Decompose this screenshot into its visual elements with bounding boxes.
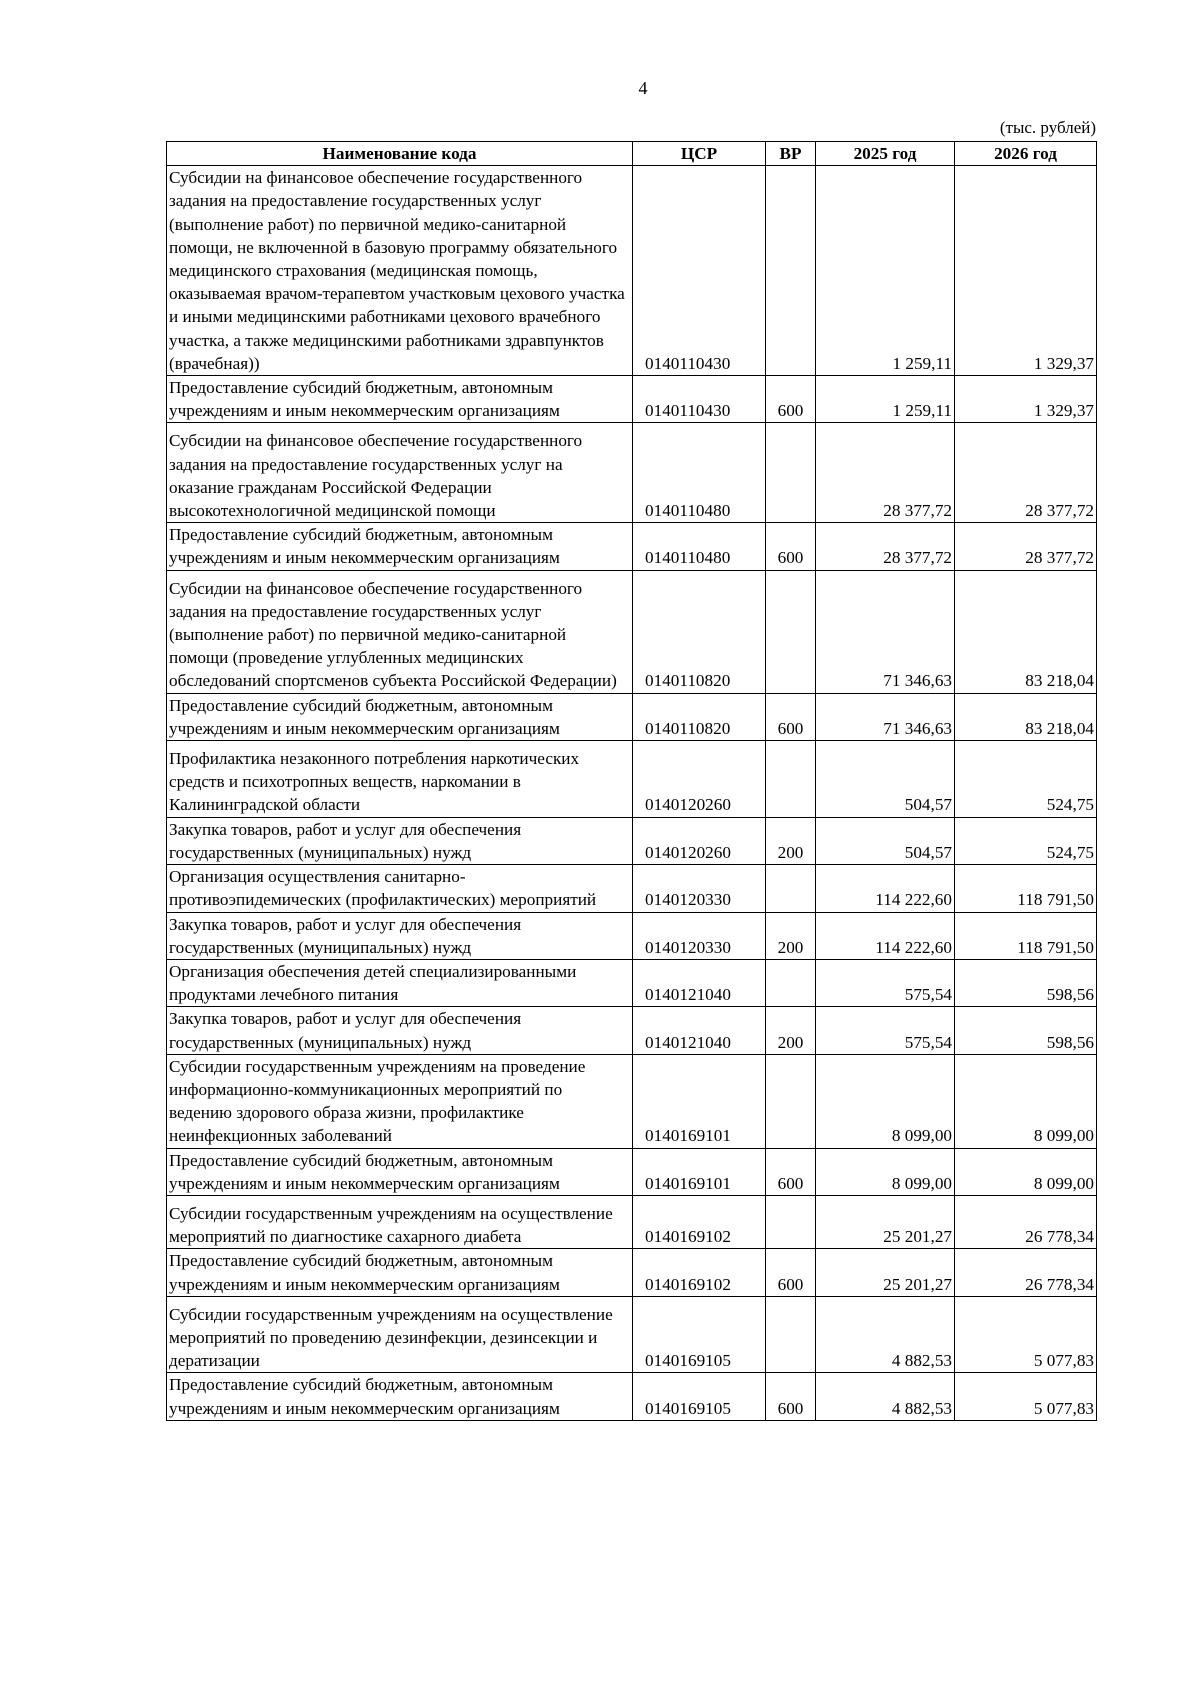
cell-2026: 5 077,83 (955, 1296, 1097, 1373)
cell-2026: 118 791,50 (955, 865, 1097, 912)
cell-2025: 4 882,53 (816, 1373, 955, 1420)
cell-2025: 114 222,60 (816, 912, 955, 959)
cell-name: Предоставление субсидий бюджетным, автономным учреждениям и иным некоммерческим организациям (167, 523, 633, 570)
cell-vr (766, 166, 816, 376)
cell-csr: 0140120260 (633, 741, 766, 818)
header-name: Наименование кода (167, 142, 633, 166)
cell-name: Предоставление субсидий бюджетным, автономным учреждениям и иным некоммерческим организациям (167, 1373, 633, 1420)
cell-2026: 1 329,37 (955, 376, 1097, 423)
cell-csr: 0140120330 (633, 912, 766, 959)
table-row (167, 523, 1097, 570)
cell-vr: 200 (766, 817, 816, 864)
cell-csr: 0140110820 (633, 570, 766, 693)
cell-2025: 575,54 (816, 959, 955, 1006)
cell-vr (766, 741, 816, 818)
cell-2026: 118 791,50 (955, 912, 1097, 959)
cell-csr: 0140120260 (633, 817, 766, 864)
cell-name: Организация осуществления санитарно-противоэпидемических (профилактических) мероприятий (167, 865, 633, 912)
cell-2025: 25 201,27 (816, 1249, 955, 1296)
cell-csr: 0140169105 (633, 1296, 766, 1373)
cell-vr (766, 423, 816, 523)
cell-vr (766, 959, 816, 1006)
table-row (167, 1249, 1097, 1296)
cell-csr: 0140121040 (633, 1007, 766, 1054)
header-csr: ЦСР (633, 142, 766, 166)
cell-name: Закупка товаров, работ и услуг для обеспечения государственных (муниципальных) нужд (167, 817, 633, 864)
cell-name: Предоставление субсидий бюджетным, автономным учреждениям и иным некоммерческим организациям (167, 1148, 633, 1195)
header-vr: ВР (766, 142, 816, 166)
cell-name: Субсидии государственным учреждениям на проведение информационно-коммуникационных мероприятий по ведению здорового образа жизни, профилактике неинфекционных заболеваний (167, 1054, 633, 1148)
table-row (167, 166, 1097, 376)
cell-name: Субсидии на финансовое обеспечение государственного задания на предоставление государственных услуг (выполнение работ) по первичной медико-санитарной помощи, не включенной в базовую программу обязательного медицинского страхования (медицинская помощь, оказываемая врачом-терапевтом участковым цехового участка и иными медицинскими работниками цехового врачебного участка, а также медицинскими работниками здравпунктов (врачебная)) (167, 166, 633, 376)
cell-2026: 28 377,72 (955, 523, 1097, 570)
cell-name: Закупка товаров, работ и услуг для обеспечения государственных (муниципальных) нужд (167, 1007, 633, 1054)
cell-2026: 26 778,34 (955, 1249, 1097, 1296)
cell-vr: 200 (766, 1007, 816, 1054)
cell-vr: 600 (766, 1249, 816, 1296)
cell-name: Субсидии государственным учреждениям на осуществление мероприятий по проведению дезинфекции, дезинсекции и дератизации (167, 1296, 633, 1373)
table-row (167, 570, 1097, 693)
cell-2026: 524,75 (955, 741, 1097, 818)
cell-2026: 8 099,00 (955, 1054, 1097, 1148)
page-number: 4 (638, 78, 648, 98)
header-2025: 2025 год (816, 142, 955, 166)
cell-csr: 0140169105 (633, 1373, 766, 1420)
table-row (167, 1373, 1097, 1420)
cell-vr: 600 (766, 523, 816, 570)
cell-2025: 4 882,53 (816, 1296, 955, 1373)
cell-vr: 600 (766, 376, 816, 423)
table-header-row (167, 142, 1097, 166)
cell-name: Предоставление субсидий бюджетным, автономным учреждениям и иным некоммерческим организациям (167, 693, 633, 740)
cell-name: Профилактика незаконного потребления наркотических средств и психотропных веществ, наркомании в Калининградской области (167, 741, 633, 818)
cell-2026: 26 778,34 (955, 1195, 1097, 1248)
cell-vr: 600 (766, 1148, 816, 1195)
cell-2026: 28 377,72 (955, 423, 1097, 523)
cell-name: Закупка товаров, работ и услуг для обеспечения государственных (муниципальных) нужд (167, 912, 633, 959)
cell-2025: 504,57 (816, 817, 955, 864)
header-2026: 2026 год (955, 142, 1097, 166)
table-row (167, 423, 1097, 523)
cell-vr (766, 570, 816, 693)
cell-name: Субсидии на финансовое обеспечение государственного задания на предоставление государственных услуг на оказание гражданам Российской Федерации высокотехнологичной медицинской помощи (167, 423, 633, 523)
cell-2025: 8 099,00 (816, 1054, 955, 1148)
table-row (167, 1195, 1097, 1248)
table-row (167, 1054, 1097, 1148)
cell-name: Предоставление субсидий бюджетным, автономным учреждениям и иным некоммерческим организациям (167, 1249, 633, 1296)
table-row (167, 912, 1097, 959)
budget-table (166, 141, 1097, 1421)
table-row (167, 376, 1097, 423)
cell-csr: 0140110430 (633, 166, 766, 376)
cell-2025: 8 099,00 (816, 1148, 955, 1195)
table-row (167, 693, 1097, 740)
cell-vr (766, 1296, 816, 1373)
cell-vr: 200 (766, 912, 816, 959)
cell-2025: 575,54 (816, 1007, 955, 1054)
cell-vr (766, 1054, 816, 1148)
cell-2025: 71 346,63 (816, 570, 955, 693)
table-row (167, 741, 1097, 818)
cell-csr: 0140110480 (633, 523, 766, 570)
cell-csr: 0140110430 (633, 376, 766, 423)
table-row (167, 1007, 1097, 1054)
cell-2025: 504,57 (816, 741, 955, 818)
cell-vr: 600 (766, 1373, 816, 1420)
cell-csr: 0140121040 (633, 959, 766, 1006)
cell-name: Субсидии на финансовое обеспечение государственного задания на предоставление государственных услуг (выполнение работ) по первичной медико-санитарной помощи (проведение углубленных медицинских обследований спортсменов субъекта Российской Федерации) (167, 570, 633, 693)
cell-vr (766, 1195, 816, 1248)
cell-csr: 0140110820 (633, 693, 766, 740)
table-row (167, 959, 1097, 1006)
cell-2026: 83 218,04 (955, 570, 1097, 693)
cell-2025: 1 259,11 (816, 376, 955, 423)
cell-name: Субсидии государственным учреждениям на осуществление мероприятий по диагностике сахарного диабета (167, 1195, 633, 1248)
cell-csr: 0140169102 (633, 1195, 766, 1248)
cell-2025: 28 377,72 (816, 423, 955, 523)
cell-2026: 8 099,00 (955, 1148, 1097, 1195)
cell-csr: 0140169102 (633, 1249, 766, 1296)
cell-2025: 114 222,60 (816, 865, 955, 912)
units-label: (тыс. рублей) (999, 118, 1096, 137)
cell-vr (766, 865, 816, 912)
cell-2026: 598,56 (955, 959, 1097, 1006)
table-row (167, 865, 1097, 912)
table-row (167, 1148, 1097, 1195)
cell-csr: 0140110480 (633, 423, 766, 523)
cell-2026: 5 077,83 (955, 1373, 1097, 1420)
cell-csr: 0140169101 (633, 1054, 766, 1148)
cell-2025: 71 346,63 (816, 693, 955, 740)
cell-csr: 0140120330 (633, 865, 766, 912)
cell-2026: 524,75 (955, 817, 1097, 864)
cell-2025: 25 201,27 (816, 1195, 955, 1248)
cell-csr: 0140169101 (633, 1148, 766, 1195)
cell-2026: 83 218,04 (955, 693, 1097, 740)
table-body (167, 166, 1097, 1421)
table-row (167, 817, 1097, 864)
cell-vr: 600 (766, 693, 816, 740)
cell-2025: 28 377,72 (816, 523, 955, 570)
cell-name: Организация обеспечения детей специализированными продуктами лечебного питания (167, 959, 633, 1006)
cell-2026: 1 329,37 (955, 166, 1097, 376)
cell-2026: 598,56 (955, 1007, 1097, 1054)
table-row (167, 1296, 1097, 1373)
cell-name: Предоставление субсидий бюджетным, автономным учреждениям и иным некоммерческим организациям (167, 376, 633, 423)
cell-2025: 1 259,11 (816, 166, 955, 376)
